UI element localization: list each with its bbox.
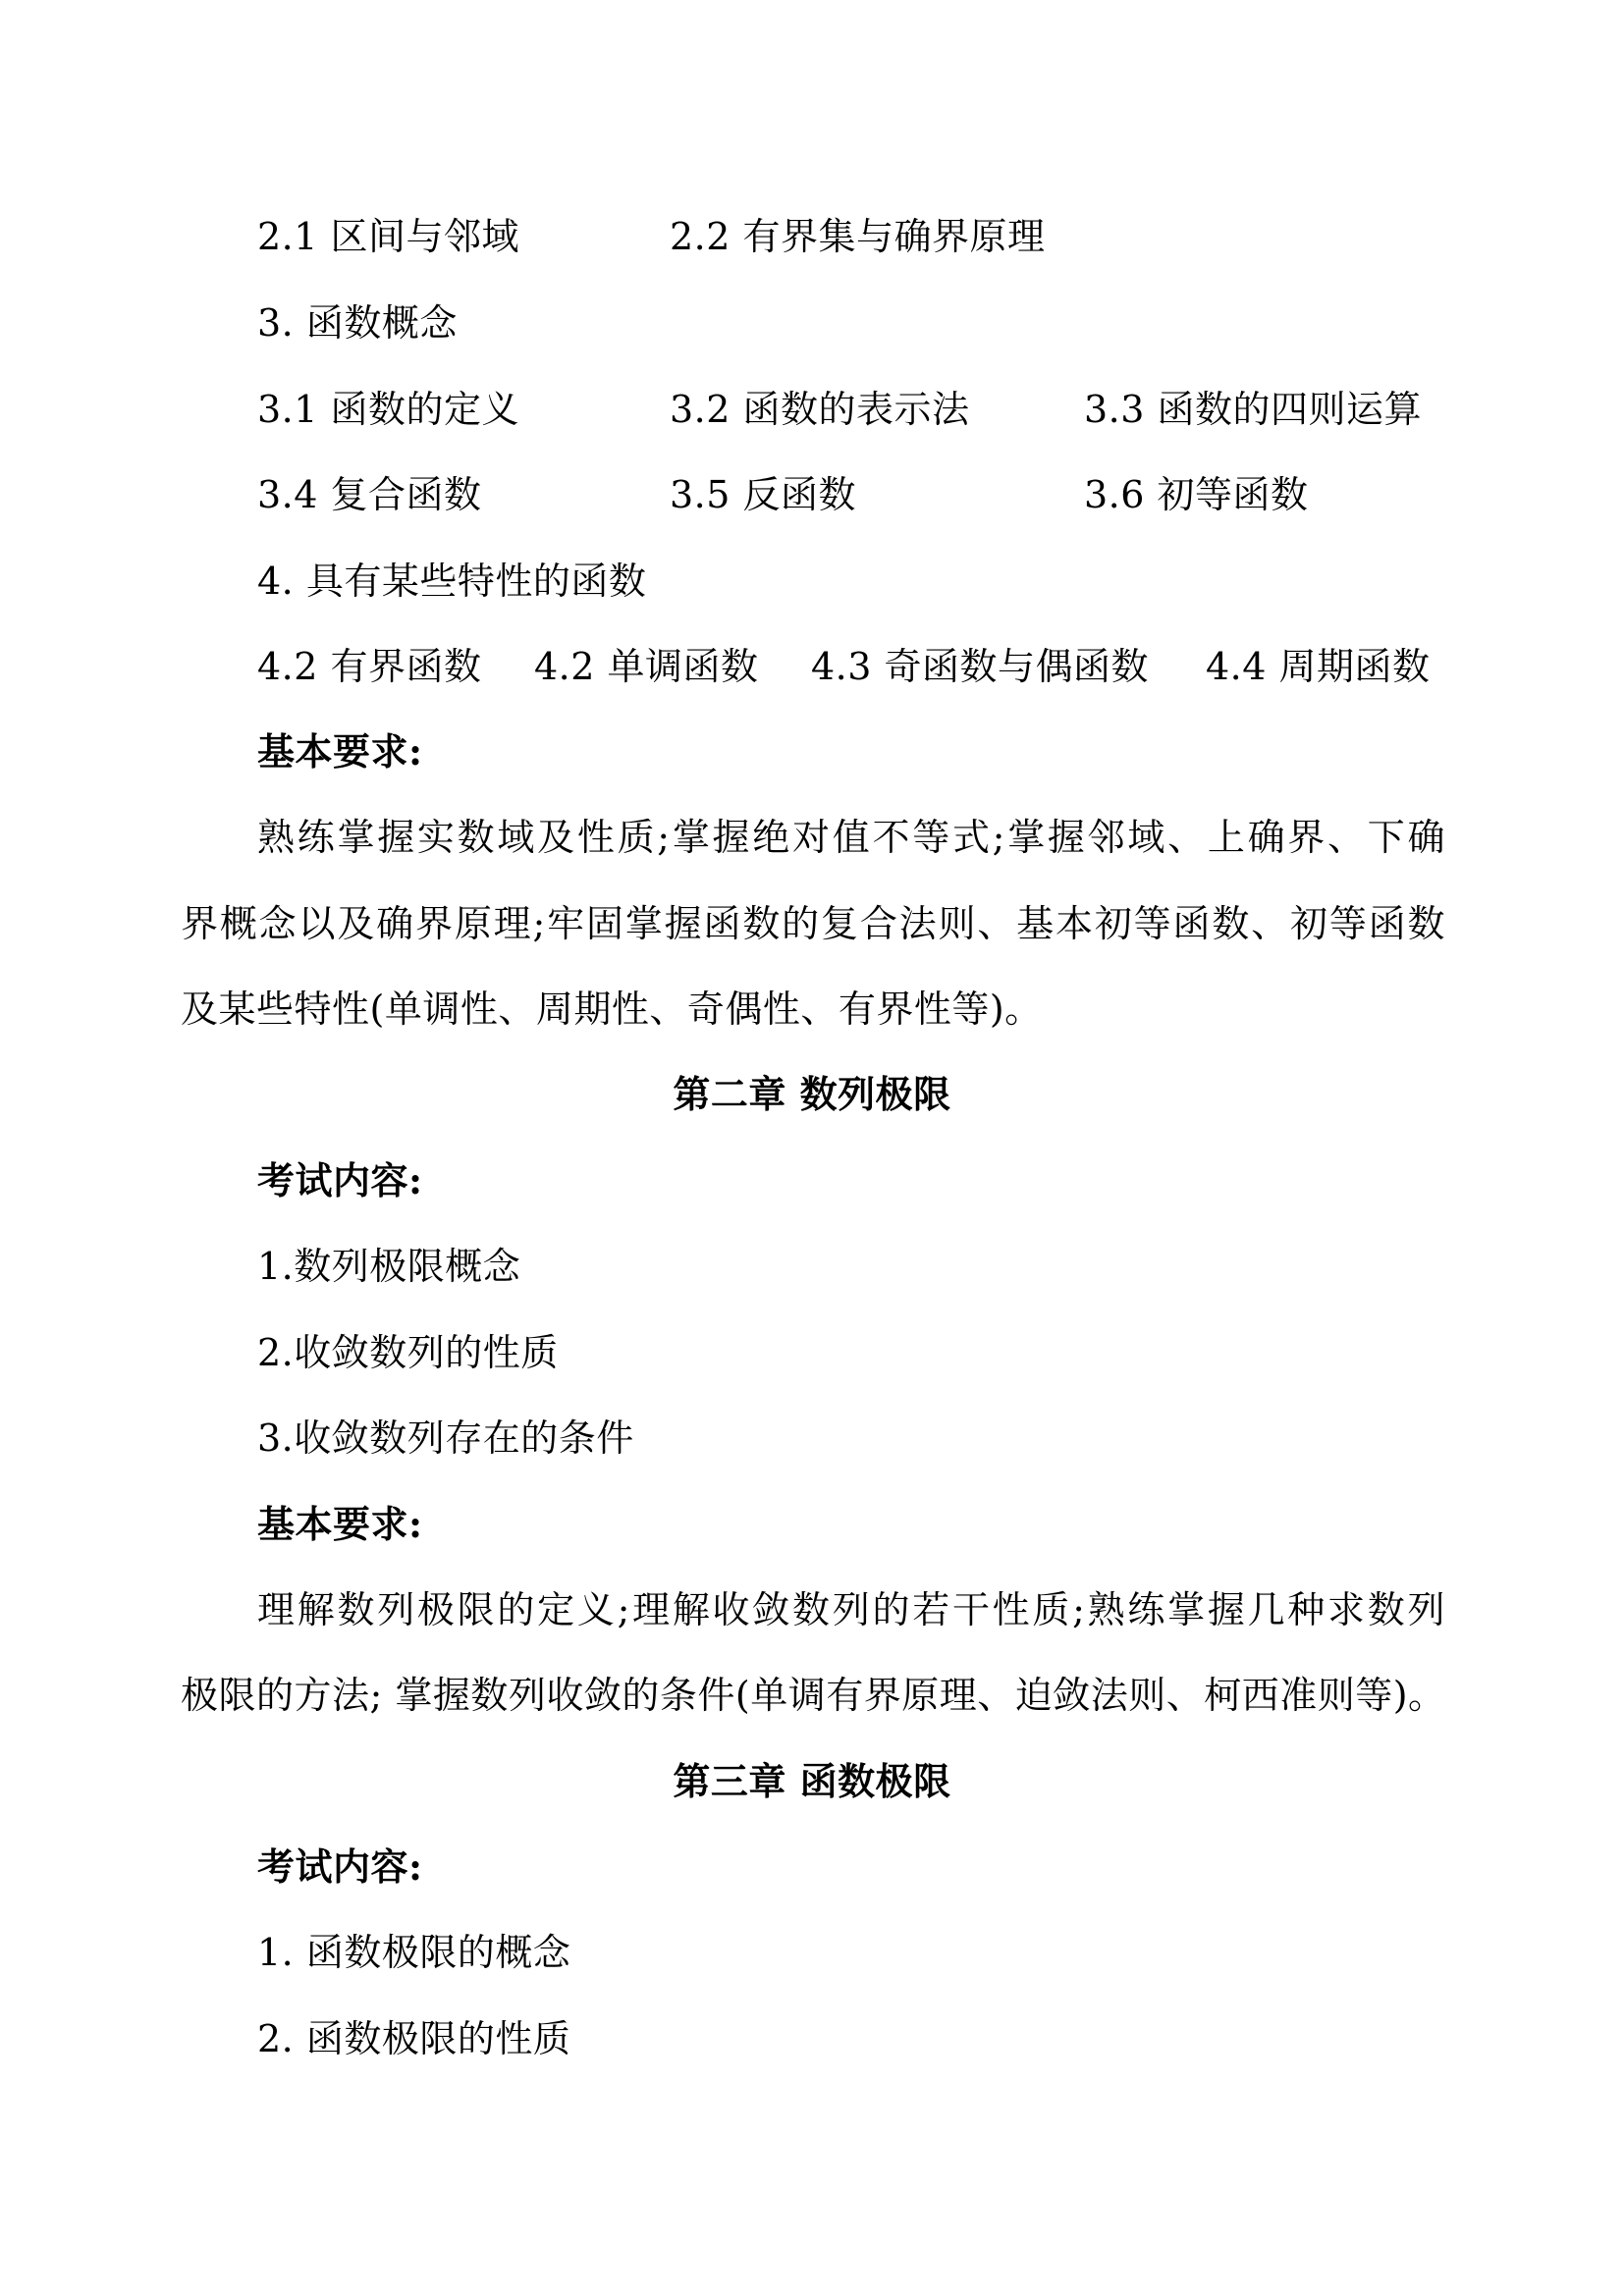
- item-3-2: 3.2 函数的表示法: [670, 388, 970, 431]
- item-3-1: 3.1 函数的定义: [257, 388, 520, 431]
- item-4-monotone: 4.2 单调函数: [534, 645, 759, 688]
- list-item: 1.数列极限概念: [257, 1245, 521, 1288]
- item-4-bounded: 4.2 有界函数: [257, 645, 482, 688]
- item-2-2: 2.2 有界集与确界原理: [670, 215, 1046, 258]
- basic-requirements-label: 基本要求:: [257, 729, 423, 774]
- requirements-paragraph-line: 熟练掌握实数域及性质;掌握绝对值不等式;掌握邻域、上确界、下确: [257, 816, 1445, 859]
- requirements-paragraph-line: 理解数列极限的定义;理解收敛数列的若干性质;熟练掌握几种求数列: [257, 1588, 1445, 1631]
- basic-requirements-label: 基本要求:: [257, 1502, 423, 1546]
- list-item: 1. 函数极限的概念: [257, 1931, 571, 1974]
- item-4-odd-even: 4.3 奇函数与偶函数: [811, 645, 1150, 688]
- requirements-paragraph-line: 及某些特性(单调性、周期性、奇偶性、有界性等)。: [181, 988, 1043, 1031]
- exam-content-label: 考试内容:: [257, 1844, 423, 1889]
- list-item: 3.收敛数列存在的条件: [257, 1416, 634, 1460]
- item-3-4: 3.4 复合函数: [257, 473, 482, 516]
- exam-content-label: 考试内容:: [257, 1158, 423, 1202]
- heading-special-functions: 4. 具有某些特性的函数: [257, 560, 647, 603]
- requirements-paragraph-line: 极限的方法; 掌握数列收敛的条件(单调有界原理、迫敛法则、柯西准则等)。: [181, 1674, 1446, 1717]
- requirements-paragraph-line: 界概念以及确界原理;牢固掌握函数的复合法则、基本初等函数、初等函数: [181, 902, 1445, 945]
- item-3-5: 3.5 反函数: [670, 473, 857, 516]
- list-item: 2. 函数极限的性质: [257, 2017, 571, 2060]
- item-3-6: 3.6 初等函数: [1084, 473, 1309, 516]
- item-3-3: 3.3 函数的四则运算: [1084, 388, 1423, 431]
- list-item: 2.收敛数列的性质: [257, 1331, 559, 1374]
- chapter-2-title: 第二章 数列极限: [673, 1072, 951, 1116]
- item-4-periodic: 4.4 周期函数: [1206, 645, 1431, 688]
- heading-function-concept: 3. 函数概念: [257, 301, 458, 345]
- chapter-3-title: 第三章 函数极限: [673, 1759, 951, 1803]
- item-2-1: 2.1 区间与邻域: [257, 215, 520, 258]
